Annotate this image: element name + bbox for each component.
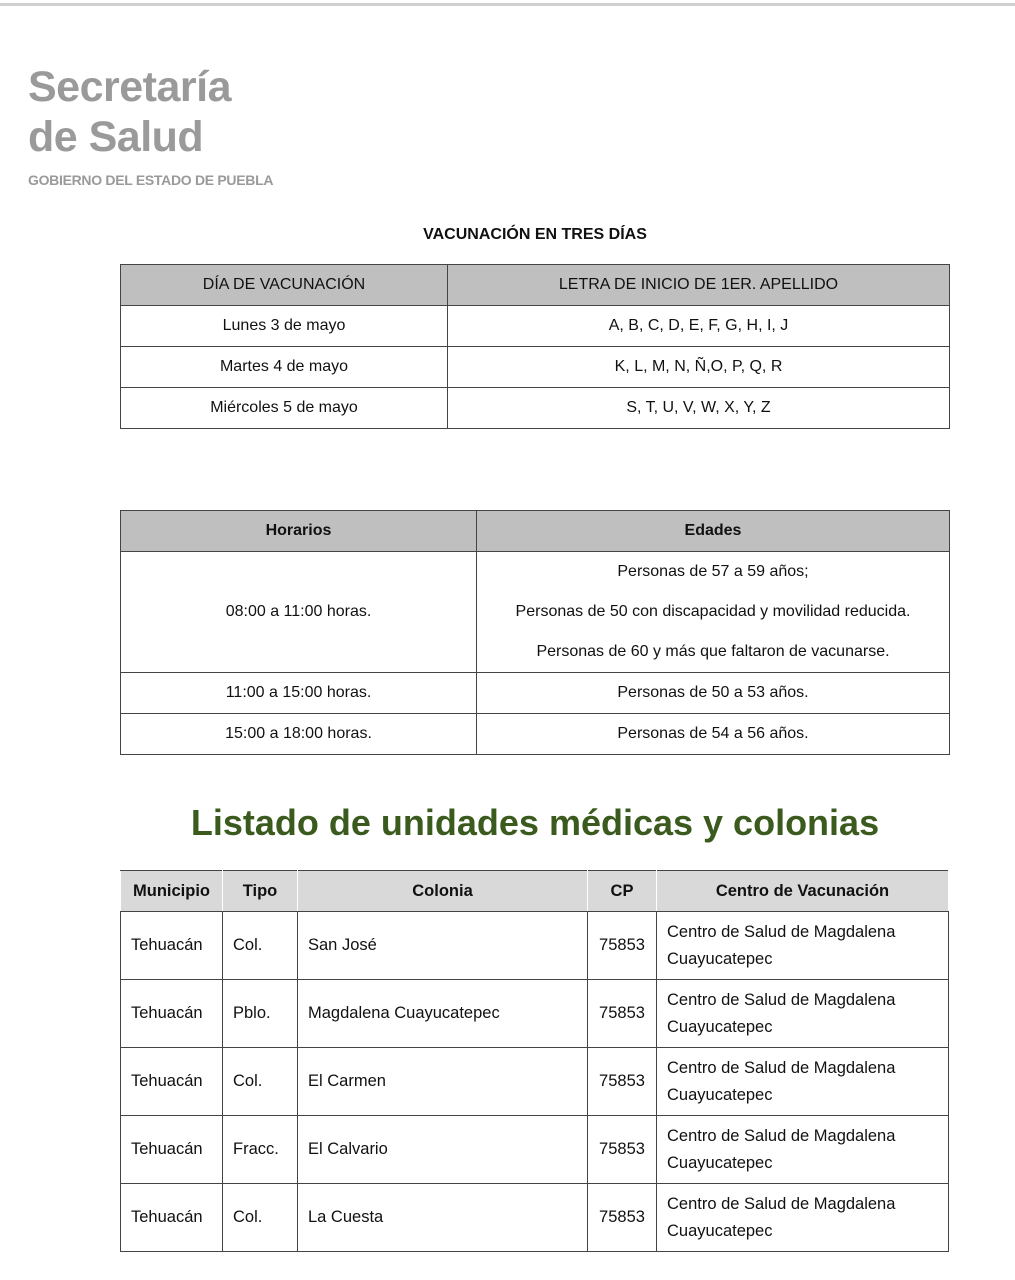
colonia-cell: La Cuesta <box>298 1184 588 1252</box>
table-header <box>121 511 950 552</box>
centro-line: Cuayucatepec <box>667 1017 773 1036</box>
centro-cell <box>657 980 949 1048</box>
top-divider <box>0 3 1015 6</box>
table-row <box>121 1116 949 1184</box>
tipo-cell: Col. <box>223 1048 298 1116</box>
header-cell: Municipio <box>121 871 223 912</box>
cp-cell: 75853 <box>588 1184 657 1252</box>
cell: 08:00 a 11:00 horas. <box>121 552 477 673</box>
cell: Lunes 3 de mayo <box>121 306 448 347</box>
colonia-cell: San José <box>298 912 588 980</box>
table-row <box>121 1184 949 1252</box>
centro-cell <box>657 1116 949 1184</box>
header-cell: Centro de Vacunación <box>657 871 949 912</box>
cell: A, B, C, D, E, F, G, H, I, J <box>448 306 950 347</box>
table-row <box>121 347 950 388</box>
header-cell: Horarios <box>121 511 477 552</box>
centro-line: Centro de Salud de Magdalena <box>667 990 896 1009</box>
centro-cell <box>657 1184 949 1252</box>
centro-line: Cuayucatepec <box>667 1153 773 1172</box>
schedule-by-letter-table <box>120 264 950 429</box>
centro-line: Centro de Salud de Magdalena <box>667 1126 896 1145</box>
cell: S, T, U, V, W, X, Y, Z <box>448 388 950 429</box>
header-cell: Colonia <box>298 871 588 912</box>
table-row <box>121 673 950 714</box>
table-row <box>121 1048 949 1116</box>
centro-line: Centro de Salud de Magdalena <box>667 1058 896 1077</box>
cp-cell: 75853 <box>588 912 657 980</box>
header-cell: Edades <box>477 511 950 552</box>
header-cell: Tipo <box>223 871 298 912</box>
municipio-cell: Tehuacán <box>121 1116 223 1184</box>
document-title: VACUNACIÓN EN TRES DÍAS <box>423 226 647 243</box>
centro-line: Cuayucatepec <box>667 1221 773 1240</box>
age-line: Personas de 50 con discapacidad y movilidad reducida. <box>515 603 911 620</box>
logo <box>28 62 231 162</box>
table-row <box>121 980 949 1048</box>
age-line: Personas de 57 a 59 años; <box>617 563 809 580</box>
logo-line1: Secretaría <box>28 63 231 111</box>
centro-line: Cuayucatepec <box>667 949 773 968</box>
cp-cell: 75853 <box>588 1116 657 1184</box>
cp-cell: 75853 <box>588 1048 657 1116</box>
header-cell: DÍA DE VACUNACIÓN <box>121 265 448 306</box>
centro-line: Centro de Salud de Magdalena <box>667 1194 896 1213</box>
centro-line: Cuayucatepec <box>667 1085 773 1104</box>
medical-units-table <box>120 870 949 1252</box>
cell: Personas de 54 a 56 años. <box>477 714 950 755</box>
centro-cell <box>657 1048 949 1116</box>
tipo-cell: Pblo. <box>223 980 298 1048</box>
table-row <box>121 306 950 347</box>
table-row <box>121 552 950 673</box>
municipio-cell: Tehuacán <box>121 980 223 1048</box>
tipo-cell: Col. <box>223 912 298 980</box>
cp-cell: 75853 <box>588 980 657 1048</box>
centro-cell <box>657 912 949 980</box>
municipio-cell: Tehuacán <box>121 912 223 980</box>
cell: 15:00 a 18:00 horas. <box>121 714 477 755</box>
table-header <box>121 265 950 306</box>
colonia-cell: El Calvario <box>298 1116 588 1184</box>
colonia-cell: Magdalena Cuayucatepec <box>298 980 588 1048</box>
cell: K, L, M, N, Ñ,O, P, Q, R <box>448 347 950 388</box>
table-row <box>121 388 950 429</box>
municipio-cell: Tehuacán <box>121 1184 223 1252</box>
cell: 11:00 a 15:00 horas. <box>121 673 477 714</box>
table-row <box>121 714 950 755</box>
centro-line: Centro de Salud de Magdalena <box>667 922 896 941</box>
table-row <box>121 912 949 980</box>
cell: Miércoles 5 de mayo <box>121 388 448 429</box>
colonia-cell: El Carmen <box>298 1048 588 1116</box>
table-header <box>121 871 949 912</box>
age-line: Personas de 60 y más que faltaron de vacunarse. <box>536 643 890 660</box>
schedule-by-age-table <box>120 510 950 755</box>
header-cell: CP <box>588 871 657 912</box>
cell: Personas de 50 a 53 años. <box>477 673 950 714</box>
cell: Martes 4 de mayo <box>121 347 448 388</box>
cell <box>477 552 950 673</box>
municipio-cell: Tehuacán <box>121 1048 223 1116</box>
section-heading: Listado de unidades médicas y colonias <box>190 802 880 843</box>
header-cell: LETRA DE INICIO DE 1ER. APELLIDO <box>448 265 950 306</box>
logo-subtitle: GOBIERNO DEL ESTADO DE PUEBLA <box>28 172 274 188</box>
logo-line2: de Salud <box>28 113 204 161</box>
tipo-cell: Col. <box>223 1184 298 1252</box>
tipo-cell: Fracc. <box>223 1116 298 1184</box>
